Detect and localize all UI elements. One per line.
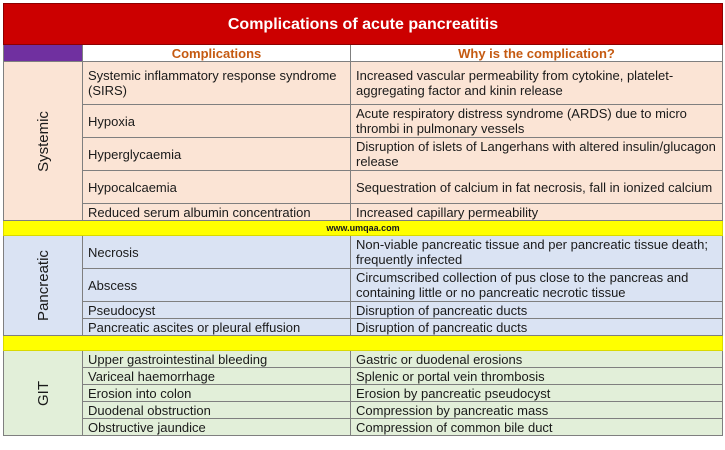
why-cell: Disruption of pancreatic ducts bbox=[351, 319, 723, 336]
why-cell: Compression by pancreatic mass bbox=[351, 402, 723, 419]
group-label-git: GIT bbox=[4, 351, 83, 436]
table-title: Complications of acute pancreatitis bbox=[4, 4, 723, 45]
why-cell: Acute respiratory distress syndrome (ARDS) due to micro thrombi in pulmonary vessels bbox=[351, 105, 723, 138]
group-label-systemic: Systemic bbox=[4, 62, 83, 221]
complication-cell: Variceal haemorrhage bbox=[83, 368, 351, 385]
complication-cell: Reduced serum albumin concentration bbox=[83, 204, 351, 221]
why-cell: Increased capillary permeability bbox=[351, 204, 723, 221]
separator-band bbox=[4, 336, 723, 351]
complication-cell: Necrosis bbox=[83, 236, 351, 269]
complications-table-container bbox=[3, 3, 722, 436]
why-cell: Disruption of islets of Langerhans with altered insulin/glucagon release bbox=[351, 138, 723, 171]
complication-cell: Pancreatic ascites or pleural effusion bbox=[83, 319, 351, 336]
complication-cell: Hypoxia bbox=[83, 105, 351, 138]
complication-cell: Hypocalcaemia bbox=[83, 171, 351, 204]
why-cell: Compression of common bile duct bbox=[351, 419, 723, 436]
complication-cell: Duodenal obstruction bbox=[83, 402, 351, 419]
corner-cell bbox=[4, 45, 83, 62]
complications-table bbox=[3, 3, 723, 436]
complication-cell: Pseudocyst bbox=[83, 302, 351, 319]
complication-cell: Systemic inflammatory response syndrome (SIRS) bbox=[83, 62, 351, 105]
header-why: Why is the complication? bbox=[351, 45, 723, 62]
complication-cell: Hyperglycaemia bbox=[83, 138, 351, 171]
group-label-pancreatic: Pancreatic bbox=[4, 236, 83, 336]
why-cell: Erosion by pancreatic pseudocyst bbox=[351, 385, 723, 402]
why-cell: Splenic or portal vein thrombosis bbox=[351, 368, 723, 385]
why-cell: Increased vascular permeability from cytokine, platelet-aggregating factor and kinin release bbox=[351, 62, 723, 105]
why-cell: Sequestration of calcium in fat necrosis, fall in ionized calcium bbox=[351, 171, 723, 204]
complication-cell: Obstructive jaundice bbox=[83, 419, 351, 436]
why-cell: Disruption of pancreatic ducts bbox=[351, 302, 723, 319]
header-complications: Complications bbox=[83, 45, 351, 62]
complication-cell: Erosion into colon bbox=[83, 385, 351, 402]
complication-cell: Upper gastrointestinal bleeding bbox=[83, 351, 351, 368]
watermark-band: www.umqaa.com bbox=[4, 221, 723, 236]
why-cell: Circumscribed collection of pus close to the pancreas and containing little or no pancreatic necrotic tissue bbox=[351, 269, 723, 302]
why-cell: Non-viable pancreatic tissue and per pancreatic tissue death; frequently infected bbox=[351, 236, 723, 269]
complication-cell: Abscess bbox=[83, 269, 351, 302]
why-cell: Gastric or duodenal erosions bbox=[351, 351, 723, 368]
